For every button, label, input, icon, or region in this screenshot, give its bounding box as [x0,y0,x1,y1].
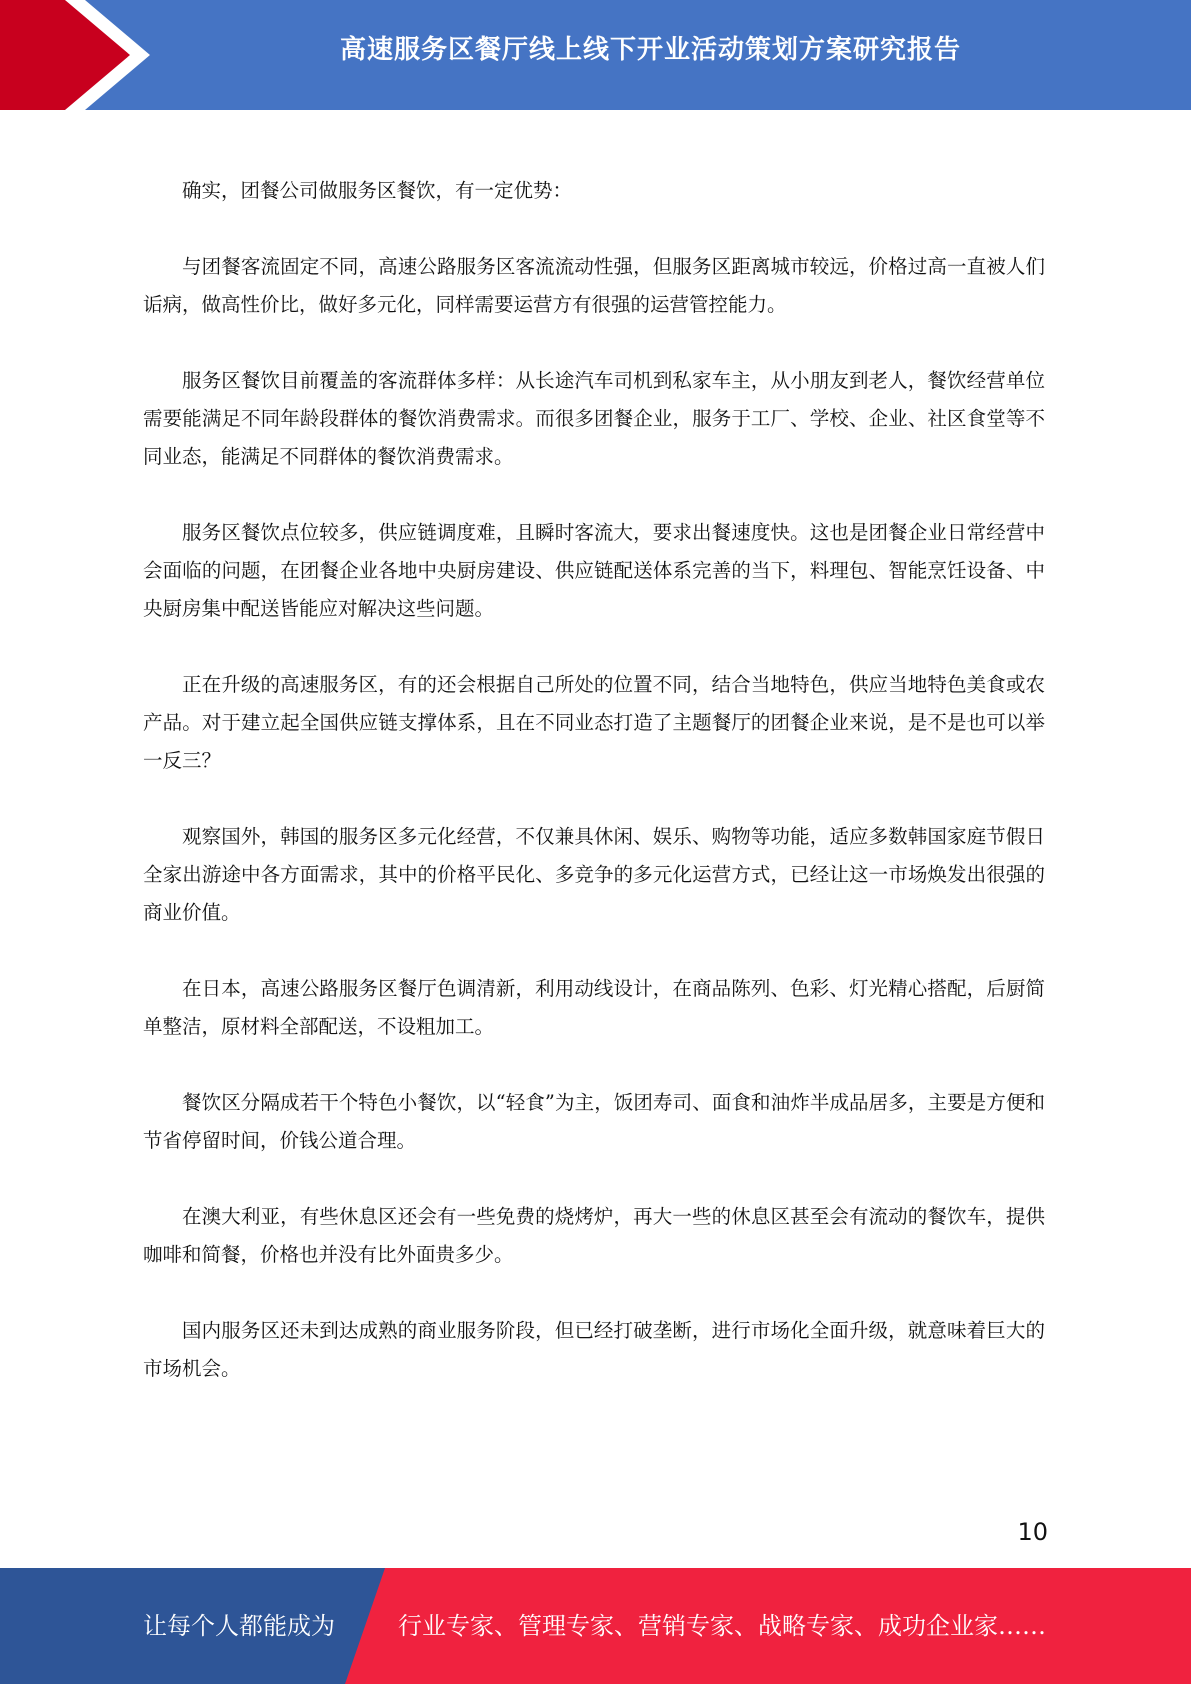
paragraph: 正在升级的高速服务区，有的还会根据自己所处的位置不同，结合当地特色，供应当地特色美食或农产品。对于建立起全国供应链支撑体系，且在不同业态打造了主题餐厅的团餐企业来说，是不是也可以举一反三？ [143,673,1045,772]
page-footer [0,1568,1191,1684]
header-title: 高速服务区餐厅线上线下开业活动策划方案研究报告 [339,35,961,65]
paragraph: 观察国外，韩国的服务区多元化经营，不仅兼具休闲、娱乐、购物等功能，适应多数韩国家庭节假日全家出游途中各方面需求，其中的价格平民化、多竞争的多元化运营方式，已经让这一市场焕发出很强的商业价值。 [143,825,1045,924]
document-body [143,172,1045,1426]
page-number: 10 [1017,1518,1048,1546]
footer-slogan-right: 行业专家、管理专家、营销专家、战略专家、成功企业家…… [398,1612,1046,1640]
page-header [0,0,1191,110]
footer-slogan-left: 让每个人都能成为 [143,1612,335,1640]
paragraph: 在日本，高速公路服务区餐厅色调清新，利用动线设计，在商品陈列、色彩、灯光精心搭配，后厨简单整洁，原材料全部配送，不设粗加工。 [143,977,1045,1038]
paragraph: 与团餐客流固定不同，高速公路服务区客流流动性强，但服务区距离城市较远，价格过高一直被人们诟病，做高性价比，做好多元化，同样需要运营方有很强的运营管控能力。 [143,255,1045,316]
paragraph: 国内服务区还未到达成熟的商业服务阶段，但已经打破垄断，进行市场化全面升级，就意味着巨大的市场机会。 [143,1319,1045,1380]
paragraph: 确实，团餐公司做服务区餐饮，有一定优势： [182,179,573,202]
paragraph: 服务区餐饮点位较多，供应链调度难，且瞬时客流大，要求出餐速度快。这也是团餐企业日常经营中会面临的问题，在团餐企业各地中央厨房建设、供应链配送体系完善的当下，料理包、智能烹饪设备、中央厨房集中配送皆能应对解决这些问题。 [143,521,1045,620]
paragraph: 餐饮区分隔成若干个特色小餐饮，以“轻食”为主，饭团寿司、面食和油炸半成品居多，主要是方便和节省停留时间，价钱公道合理。 [143,1091,1045,1152]
paragraph: 在澳大利亚，有些休息区还会有一些免费的烧烤炉，再大一些的休息区甚至会有流动的餐饮车，提供咖啡和简餐，价格也并没有比外面贵多少。 [143,1205,1045,1266]
paragraph: 服务区餐饮目前覆盖的客流群体多样：从长途汽车司机到私家车主，从小朋友到老人，餐饮经营单位需要能满足不同年龄段群体的餐饮消费需求。而很多团餐企业，服务于工厂、学校、企业、社区食堂等不同业态，能满足不同群体的餐饮消费需求。 [143,369,1045,468]
